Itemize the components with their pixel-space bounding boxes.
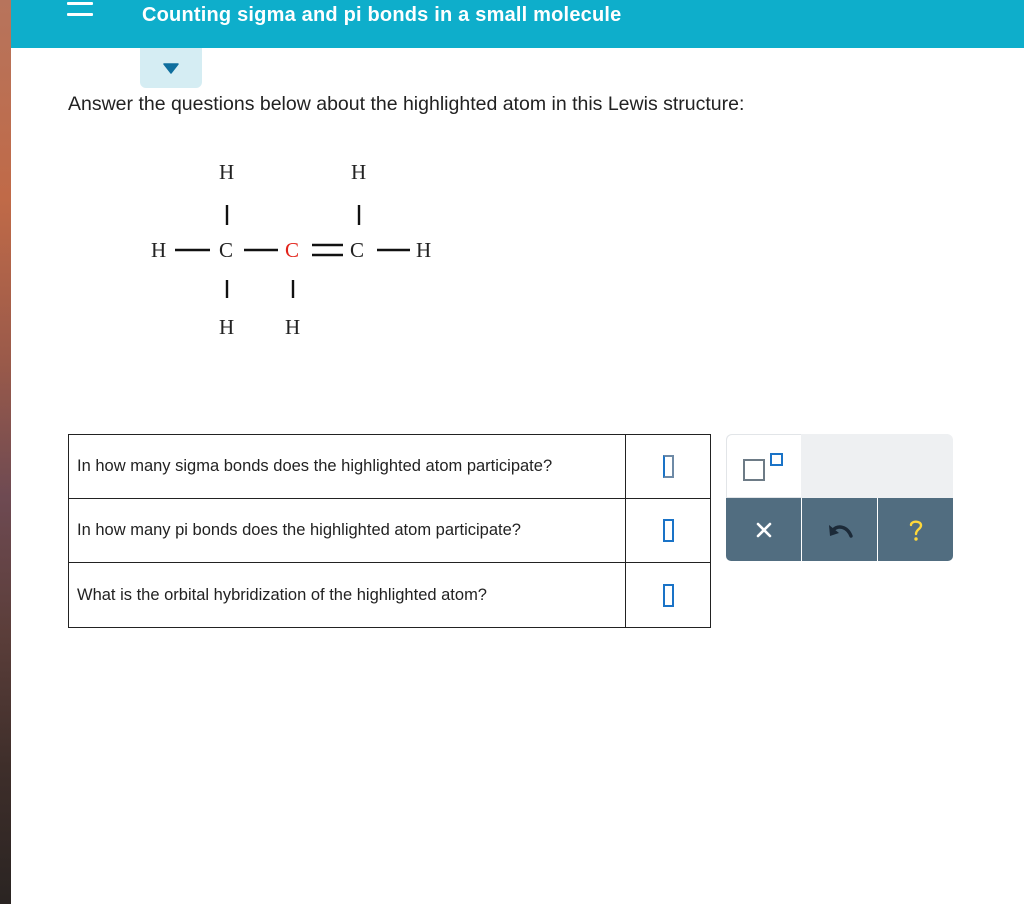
table-row	[69, 435, 711, 499]
palette-action-row	[726, 498, 953, 561]
sigma-bonds-input[interactable]	[663, 455, 674, 478]
superscript-template-button[interactable]	[726, 434, 801, 498]
help-button[interactable]	[878, 498, 953, 561]
superscript-template-icon	[742, 452, 788, 482]
collapse-toggle-button[interactable]	[140, 48, 202, 88]
header-bar	[11, 0, 1024, 48]
atom-c-1: C	[219, 238, 234, 262]
atom-h-bottom-left: H	[219, 315, 235, 339]
lewis-structure	[130, 150, 470, 350]
question-prompt: Answer the questions below about the highlighted atom in this Lewis structure:	[68, 93, 745, 115]
desktop-background	[0, 0, 11, 904]
atom-c-3: C	[350, 238, 365, 262]
help-icon	[908, 518, 924, 542]
atom-h-top-right: H	[351, 160, 367, 184]
close-icon	[756, 522, 772, 538]
page-title: Counting sigma and pi bonds in a small molecule	[142, 4, 622, 26]
clear-button[interactable]	[726, 498, 801, 561]
atom-h-bottom-right: H	[285, 315, 301, 339]
answer-cell	[626, 435, 711, 499]
atom-h-top-left: H	[219, 160, 235, 184]
answer-cell	[626, 499, 711, 563]
question-sigma-bonds: In how many sigma bonds does the highlighted atom participate?	[69, 435, 626, 499]
undo-icon	[827, 521, 853, 539]
table-row	[69, 563, 711, 628]
question-hybridization: What is the orbital hybridization of the highlighted atom?	[69, 563, 626, 628]
palette-template-row	[726, 434, 953, 498]
answer-cell	[626, 563, 711, 628]
answer-palette	[726, 434, 953, 561]
table-row	[69, 499, 711, 563]
question-pi-bonds: In how many pi bonds does the highlighted atom participate?	[69, 499, 626, 563]
pi-bonds-input[interactable]	[663, 519, 674, 542]
caret-down-icon	[163, 63, 179, 74]
hamburger-menu-icon[interactable]	[61, 0, 99, 22]
question-table	[68, 434, 711, 628]
atom-c-highlighted: C	[285, 238, 300, 262]
hybridization-input[interactable]	[663, 584, 674, 607]
atom-h-right: H	[416, 238, 432, 262]
undo-button[interactable]	[802, 498, 877, 561]
atom-h-left: H	[151, 238, 167, 262]
